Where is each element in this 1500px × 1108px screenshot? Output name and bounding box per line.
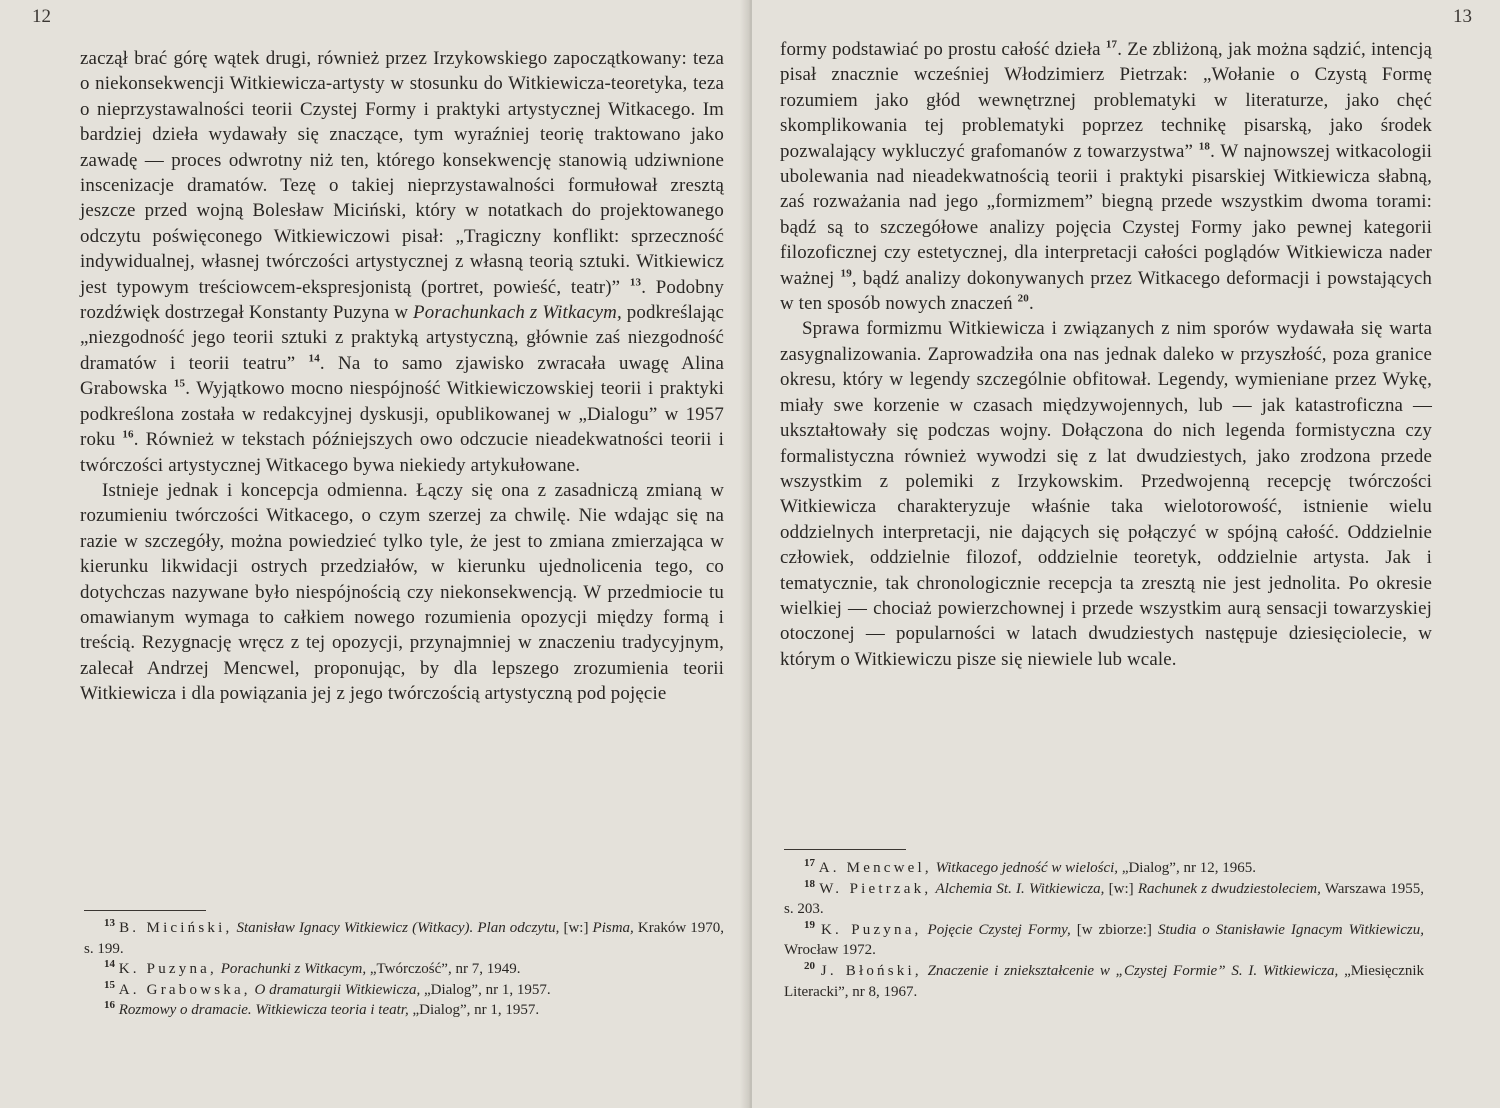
right-paragraph-1: formy podstawiać po prostu całość dzieła $^{17}$. Ze zbliżoną, jak można sądzić, intencją pisał znacznie wcześniej Włodzimierz Pietrzak: „Wołanie o Czystą Formę rozumiem jako głód wewnętrznej problematyki w literaturze, jako chęć skomplikowania tej problematyki poprzez technikę pisarską, jako środek pozwalający wykluczyć grafomanów z towarzystwa” $^{18}$. W najnowszej witkacologii ubolewania nad nieadekwatnością teorii i praktyki pisarskiej Witkiewicza słabną, zaś rozważania nad jego „formizmem” biegną przede wszystkim dwoma torami: bądź są to szczegółowe analizy pojęcia Czystej Formy jako pewnej kategorii filozoficznej czy estetycznej, dla interpretacji całości poglądów Witkiewicza nader ważnej $^{19}$, bądź analizy dokonywanych przez Witkacego deformacji i powstających w ten sposób nowych znaczeń $^{20}$. <box>780 38 1433 315</box>
footnote-19: $^{19}$ K. Puzyna, Pojęcie Czystej Formy, [w zbiorze:] Studia o Stanisławie Ignacym Witkiewiczu, Wrocław 1972. <box>784 918 1425 959</box>
footnote-ref-18[interactable]: 18 <box>1198 140 1211 153</box>
footnote-rule-right <box>784 849 906 850</box>
footnote-17: $^{17}$ A. Mencwel, Witkacego jedność w wielości, „Dialog”, nr 12, 1965. <box>804 857 1256 876</box>
footnote-ref-13[interactable]: 13 <box>629 276 642 289</box>
footnote-ref-20[interactable]: 20 <box>1017 292 1029 305</box>
left-paragraph-2: Istnieje jednak i koncepcja odmienna. Łączy się ona z zasadniczą zmianą w rozumieniu twórczości Witkacego, o czym szerzej za chwilę. Nie wdając się na razie w szczegóły, można powiedzieć tylko tyle, że jest to zmiana zmierzająca w kierunku likwidacji ostrych przedziałów, w kierunku ujednolicenia tego, co dotychczas nazywane było niespójnością czy niekonsekwencją. W przedmiocie tu omawianym wymaga to całkiem nowego rozumienia opozycji między formą i treścią. Rezygnację wręcz z tej opozycji, przynajmniej w znaczeniu tradycyjnym, zalecał Andrzej Mencwel, proponując, by dla lepszego zrozumienia teorii Witkiewicza i dla powiązania jej z jego twórczością artystyczną pod pojęcie <box>80 479 724 705</box>
footnote-rule-left <box>84 910 206 911</box>
footnote-ref-16[interactable]: 16 <box>122 428 134 441</box>
footnote-ref-19[interactable]: 19 <box>840 267 852 280</box>
footnote-ref-15[interactable]: 15 <box>173 377 186 390</box>
page-number-left: 12 <box>32 6 51 27</box>
footnote-14: $^{14}$ K. Puzyna, Porachunki z Witkacym, „Twórczość”, nr 7, 1949. <box>104 958 521 978</box>
footnote-18: $^{18}$ W. Pietrzak, Alchemia St. I. Witkiewicza, [w:] Rachunek z dwudziestoleciem, Warszawa 1955, s. 203. <box>784 877 1425 918</box>
footnote-ref-17[interactable]: 17 <box>1105 38 1118 51</box>
footnote-20: $^{20}$ J. Błoński, Znaczenie i zniekształcenie w „Czystej Formie” S. I. Witkiewicza, „Miesięcznik Literacki”, nr 8, 1967. <box>784 959 1425 1000</box>
footnote-ref-14[interactable]: 14 <box>308 352 320 365</box>
footnote-16: $^{16}$ Rozmowy o dramacie. Witkiewicza teoria i teatr, „Dialog”, nr 1, 1957. <box>104 999 540 1019</box>
right-body-text <box>780 37 1432 672</box>
footnote-13: $^{13}$ B. Miciński, Stanisław Ignacy Witkiewicz (Witkacy). Plan odczytu, [w:] Pisma, Kraków 1970, s. 199. <box>84 917 725 957</box>
page-number-right: 13 <box>1453 6 1472 27</box>
left-footnotes <box>84 918 724 1021</box>
right-paragraph-2: Sprawa formizmu Witkiewicza i związanych z nim sporów wydawała się warta zasygnalizowania. Zaprowadziła ona nas jednak daleko w przyszłość, poza granice okresu, który w legendy szczególnie obfitował. Legendy, wymieniane przez Wykę, miały swe korzenie w czasach międzywojennych, lub — jak katastroficzna — ukształtowały się podczas wojny. Dołączona do nich legenda formistyczna czy formalistyczna również wywodzi się z lat dwudziestych, jako zrodzona przede wszystkim z polemiki z Irzykowskim. Przedwojenną recepcję twórczości Witkiewicza charakteryzuje właśnie taka wielotorowość, istnienie wielu oddzielnych interpretacji, nie dających się połączyć w spójną całość. Oddzielnie człowiek, oddzielnie filozof, oddzielnie teoretyk, oddzielnie artysta. Jak i tematycznie, tak chronologicznie recepcja ta zresztą nie jest jednolita. Po okresie wielkiej — chociaż powierzchownej i przede wszystkim aurą sensacji towarzyskiej otoczonej — popularności w latach dwudziestych następuje dziesięciolecie, w którym o Witkiewiczu pisze się niewiele lub wcale. <box>780 318 1432 670</box>
right-footnotes <box>784 858 1424 1002</box>
footnote-15: $^{15}$ A. Grabowska, O dramaturgii Witkiewicza, „Dialog”, nr 1, 1957. <box>104 978 551 998</box>
left-body-text <box>80 46 724 707</box>
left-paragraph-1: zaczął brać górę wątek drugi, również przez Irzykowskiego zapoczątkowany: teza o niekonsekwencji Witkiewicza-artysty w stosunku do Witkiewicza-teoretyka, teza o nieprzystawalności teorii Czystej Formy i praktyki artystycznej Witkacego. Im bardziej dzieła wydawały się znaczące, tym wyraźniej teorię traktowano jako zawadę — proces odwrotny niż ten, którego konsekwencję stanowią udziwnione inscenizacje dramatów. Tezę o takiej nieprzystawalności formułował zresztą jeszcze przed wojną Bolesław Miciński, który w notatkach do projektowanego odczytu poświęconego Witkiewiczowi pisał: „Tragiczny konflikt: sprzeczność indywidualnej, własnej twórczości artystycznej z własną teorią sztuki. Witkiewicz jest typowym treściowcem-ekspresjonistą (portret, powieść, teatr)” $^{13}$. Podobny rozdźwięk dostrzegał Konstanty Puzyna w Porachunkach z Witkacym, podkreślając „niezgodność jego teorii sztuki z praktyką artystyczną, głównie zaś niezgodność dramatów i teorii teatru” $^{14}$. Na to samo zjawisko zwracała uwagę Alina Grabowska $^{15}$. Wyjątkowo mocno niespójność Witkiewiczowskiej teorii i praktyki podkreślona została w redakcyjnej dyskusji, opublikowanej w „Dialogu” w 1957 roku $^{16}$. Również w tekstach późniejszych owo odczucie nieadekwatności teorii i twórczości artystycznej Witkacego bywa niekiedy artykułowane. <box>80 48 725 476</box>
left-page <box>0 0 748 1108</box>
